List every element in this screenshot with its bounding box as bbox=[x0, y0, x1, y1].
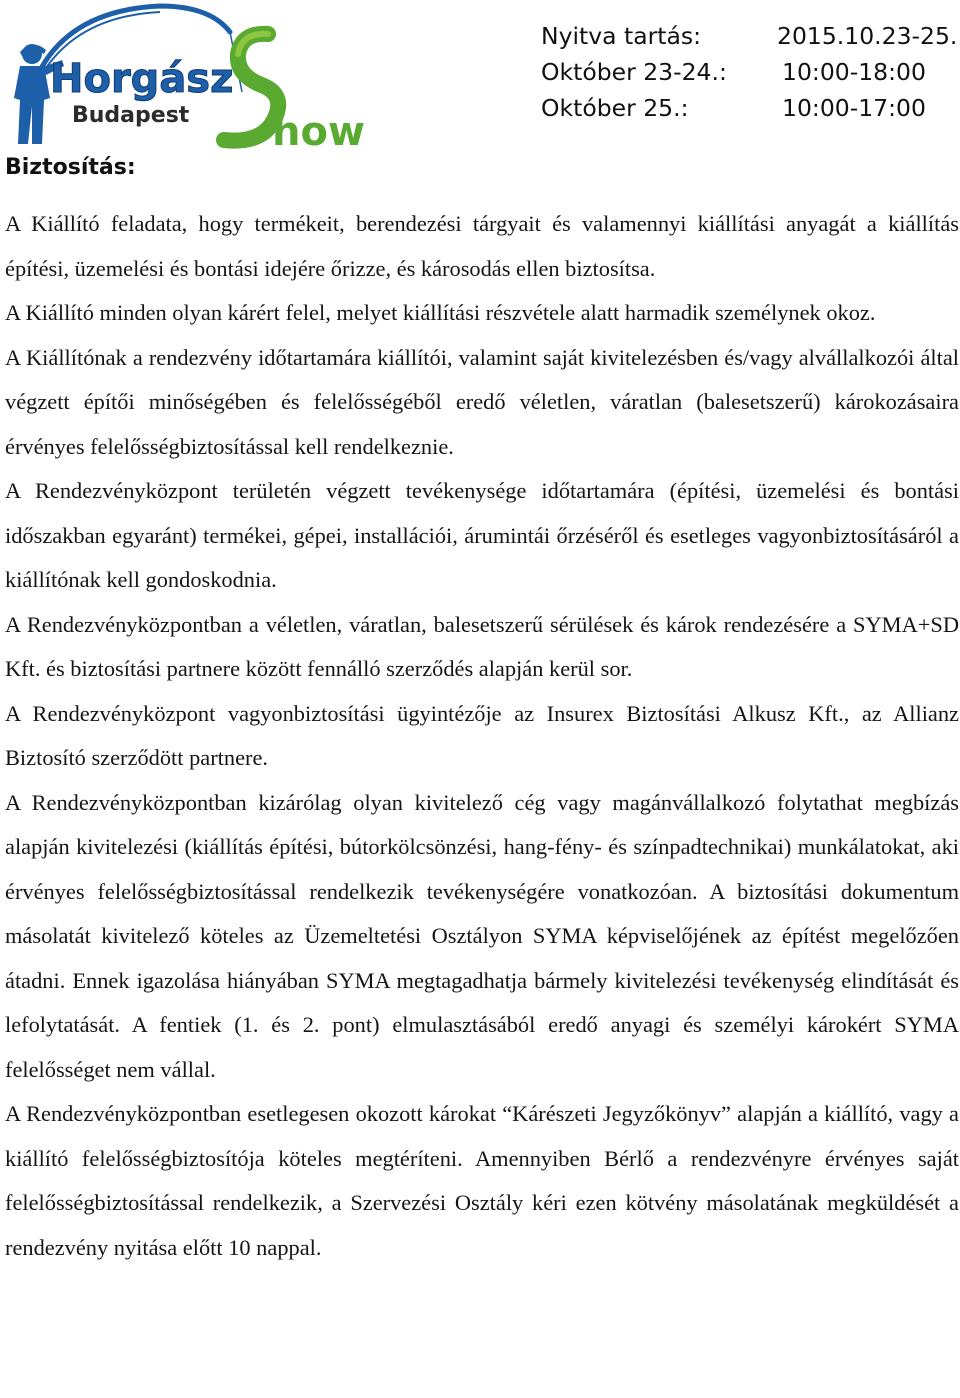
paragraph: A Kiállító feladata, hogy termékeit, berendezési tárgyait és valamennyi kiállítási anyagát a kiállítás építési, üzemelési és bontási idejére őrizze, és károsodás ellen biztosítsa. bbox=[5, 211, 959, 281]
opening-value: 10:00-17:00 bbox=[782, 94, 926, 122]
paragraph: A Rendezvényközpontban esetlegesen okozott károkat “Kárészeti Jegyzőkönyv” alapján a kiállító, vagy a kiállító felelősségbiztosítója köteles megtéríteni. Amennyiben Bérlő a rendezvényre érvényes saját felelősségbiztosítással rendelkezik, a Szervezési Osztály kéri ezen kötvény másolatának megküldését a rendezvény nyitása előtt 10 nappal. bbox=[5, 1101, 959, 1260]
paragraph: A Rendezvényközpontban kizárólag olyan kivitelező cég vagy magánvállalkozó folytathat megbízás alapján kivitelezési (kiállítás építési, bútorkölcsönzési, hang-fény- és színpadtechnikai) munkálatokat, aki érvényes felelősségbiztosítással rendelkezik tevékenységére vonatkozóan. A biztosítási dokumentum másolatát kivitelező köteles az Üzemeltetési Osztályon SYMA képviselőjének az építést megelőzően átadni. Ennek igazolása hiányában SYMA megtagadhatja bármely kivitelezési tevékenység elindítását és lefolytatását. A fentiek (1. és 2. pont) elmulasztásából eredő anyagi és személyi károkért SYMA felelősséget nem vállal. bbox=[5, 789, 959, 1082]
opening-label: Nyitva tartás: bbox=[541, 22, 702, 50]
page-header bbox=[0, 0, 960, 150]
paragraph: A Rendezvényközpontban a véletlen, váratlan, balesetszerű sérülések és károk rendezésére a SYMA+SD Kft. és biztosítási partnere között fennálló szerződés alapján kerül sor. bbox=[5, 611, 959, 681]
logo-word-budapest: Budapest bbox=[72, 103, 190, 128]
paragraph: A Rendezvényközpont vagyonbiztosítási ügyintézője az Insurex Biztosítási Alkusz Kft., az Allianz Biztosító szerződött partnere. bbox=[5, 700, 959, 770]
paragraph: A Kiállítónak a rendezvény időtartamára kiállítói, valamint saját kivitelezésben és/vagy alvállalkozói által végzett építői minőségében és felelősségéből eredő véletlen, váratlan (balesetszerű) károkozásaira érvényes felelősségbiztosítással kell rendelkeznie. bbox=[5, 344, 959, 459]
paragraph: A Rendezvényközpont területén végzett tevékenysége időtartamára (építési, üzemelési és bontási időszakban egyaránt) termékei, gépei, installációi, árumintái őrzéséről és esetleges vagyonbiztosításáról a kiállítónak kell gondoskodnia. bbox=[5, 478, 959, 592]
opening-label: Október 25.: bbox=[541, 94, 689, 122]
logo-word-horgasz: Horgász bbox=[50, 56, 234, 102]
opening-value: 2015.10.23-25. bbox=[777, 22, 958, 50]
section-title: Biztosítás: bbox=[5, 155, 136, 180]
opening-label: Október 23-24.: bbox=[541, 58, 727, 86]
horgasz-show-logo bbox=[10, 2, 380, 150]
logo-word-show: how bbox=[272, 109, 365, 150]
paragraph: A Kiállító minden olyan kárért felel, melyet kiállítási részvétele alatt harmadik személynek okoz. bbox=[5, 300, 876, 325]
opening-value: 10:00-18:00 bbox=[782, 58, 926, 86]
insurance-text bbox=[5, 202, 959, 1270]
